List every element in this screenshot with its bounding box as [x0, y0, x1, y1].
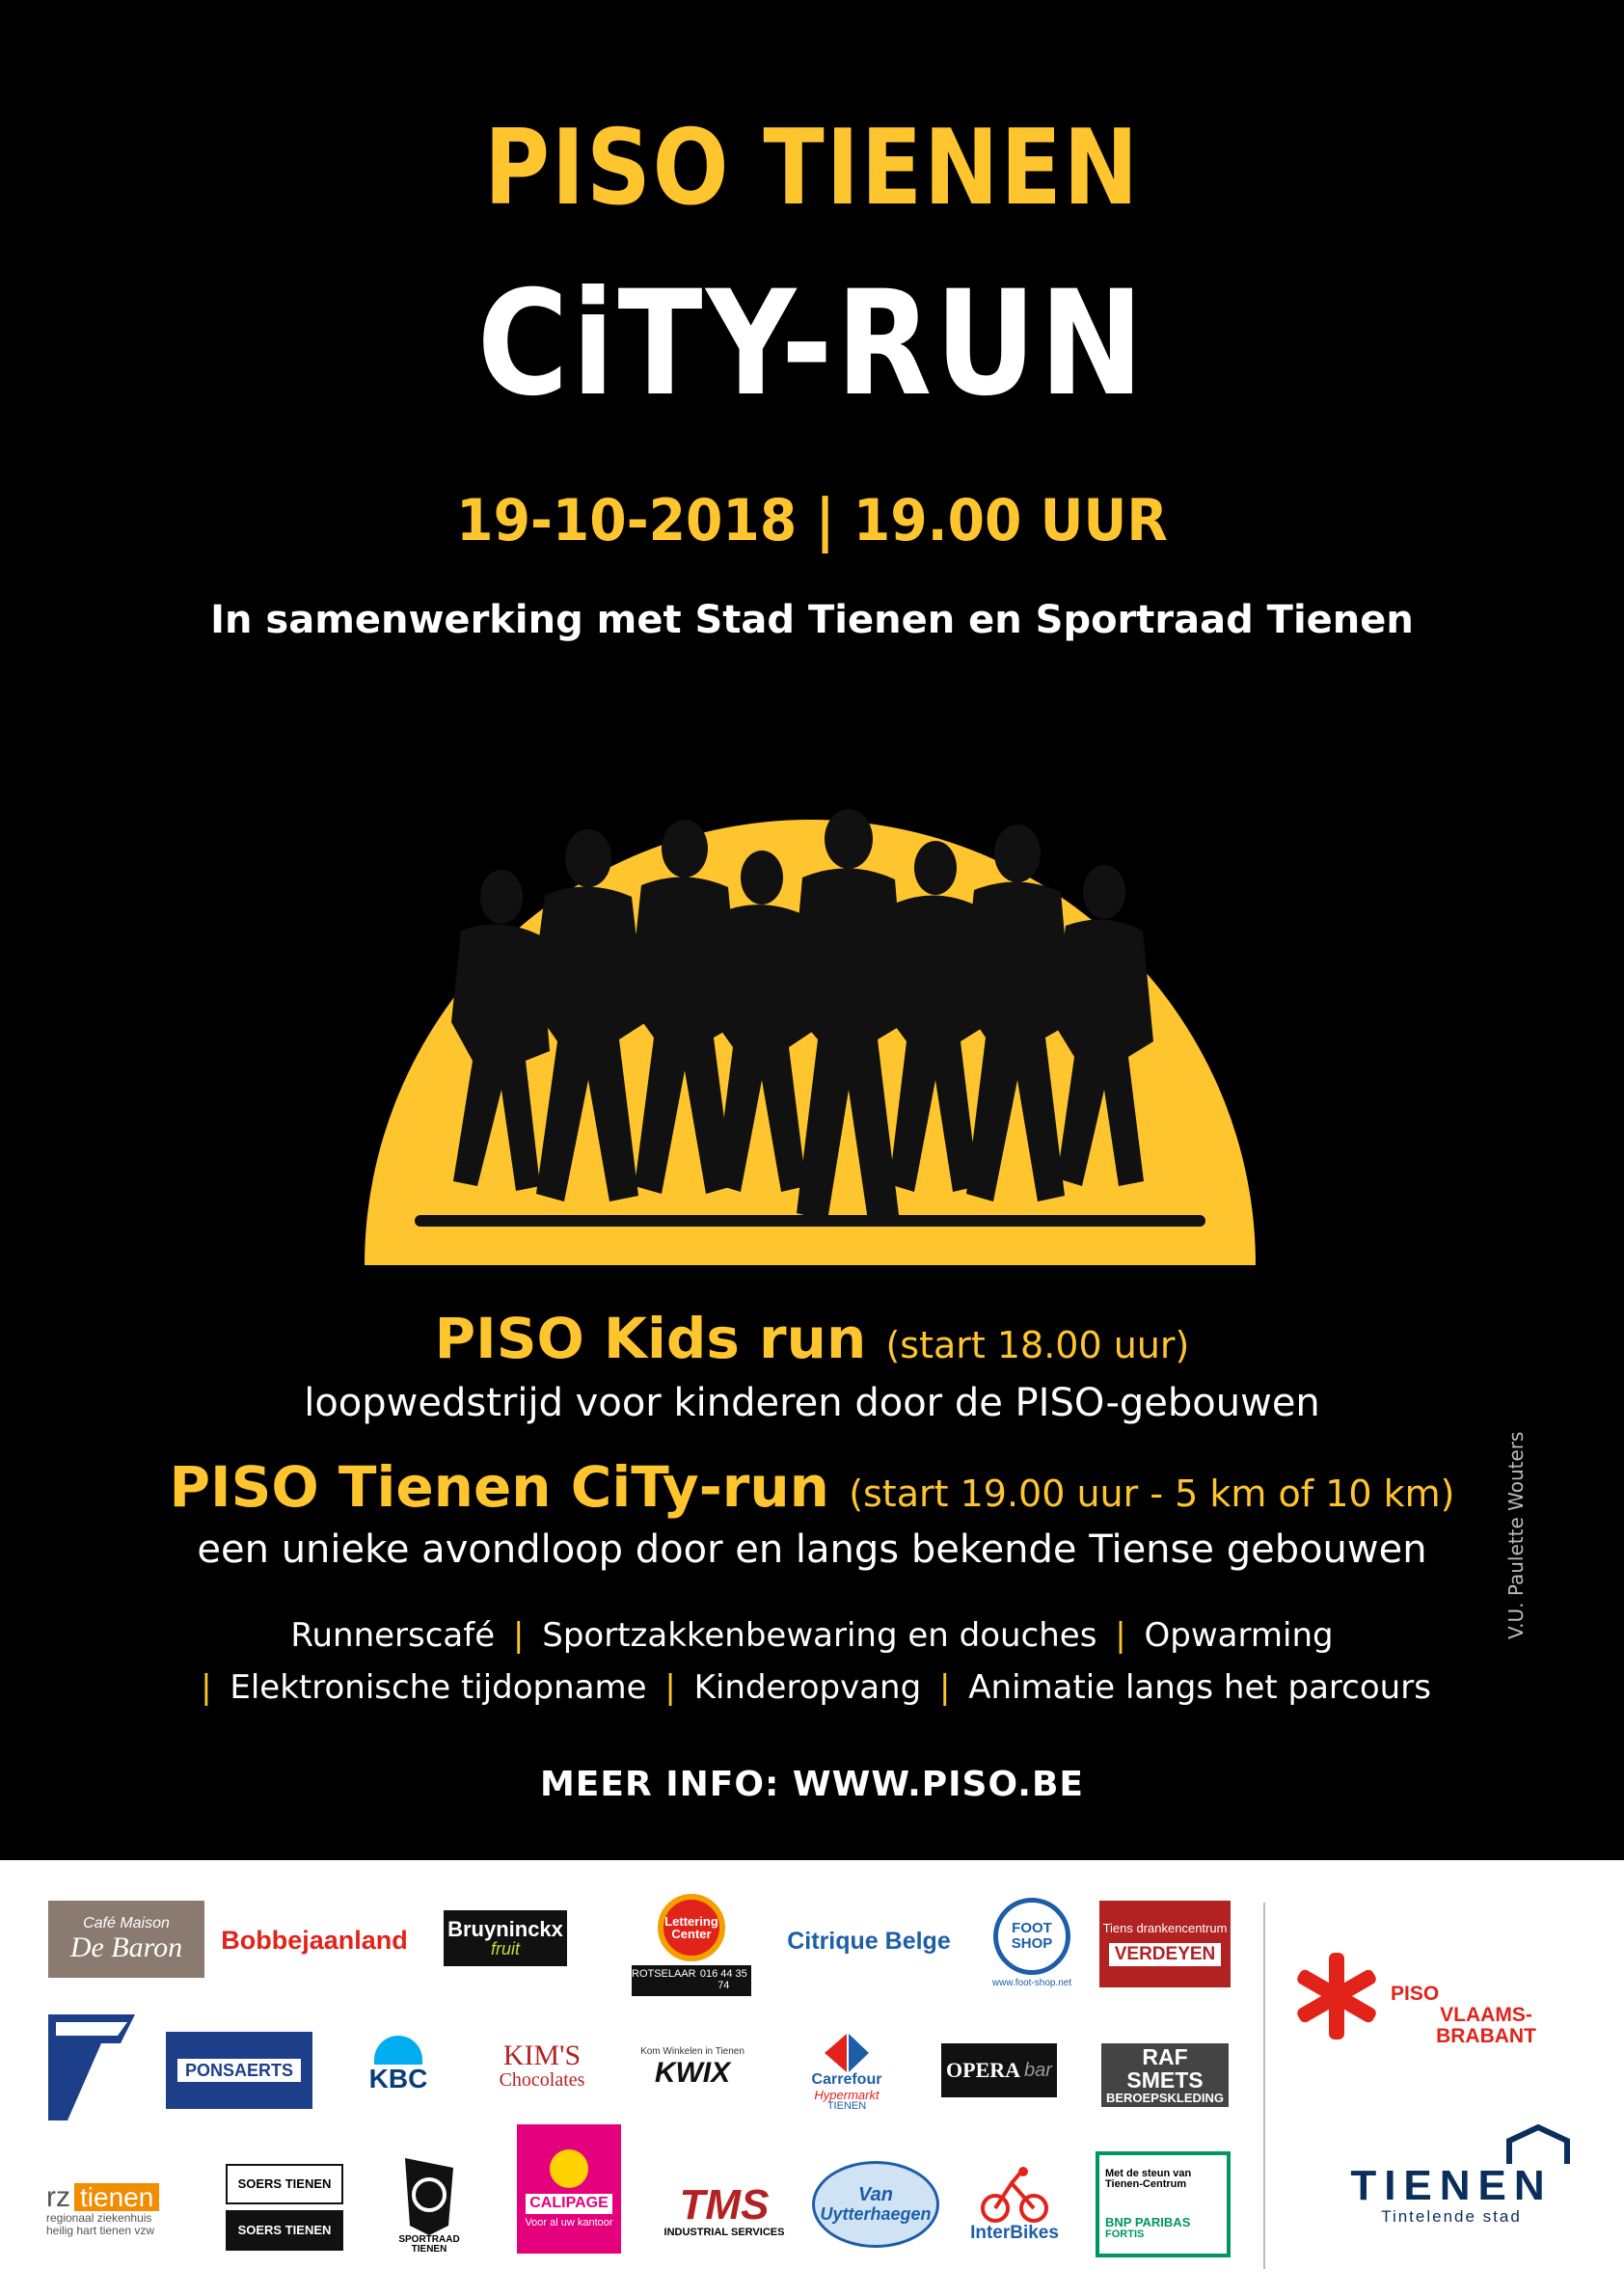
- tms-name: TMS: [679, 2181, 770, 2229]
- logo-bobbejaanland: Bobbejaanland: [221, 1925, 408, 1955]
- kids-run-heading: [0, 1306, 1624, 1371]
- lettering-circle: [658, 1894, 725, 1961]
- logo-interbikes: [961, 2151, 1069, 2257]
- carrefour-icon: [825, 2034, 869, 2072]
- feature-separator: |: [938, 1668, 951, 1707]
- rz-tienen-wordmark: [46, 2182, 159, 2213]
- interbikes-name: InterBikes: [970, 2223, 1059, 2244]
- logo-piso-vlaams-brabant: [1292, 1943, 1582, 2049]
- logo-foot-shop: [982, 1889, 1082, 1997]
- rz-prefix: rz: [46, 2180, 70, 2213]
- sportraad-name: SPORTRAAD: [398, 2233, 460, 2245]
- piso-region: VLAAMS-BRABANT: [1436, 2003, 1536, 2048]
- feature-item: Elektronische tijdopname: [230, 1668, 647, 1707]
- rz-sub-2: heilig hart tienen vzw: [46, 2223, 155, 2237]
- logo-kbc: [357, 2026, 440, 2103]
- lettering-word-1: Lettering: [664, 1913, 718, 1929]
- lettering-bar: [632, 1965, 751, 1995]
- tienen-slogan: Tintelende stad: [1381, 2207, 1522, 2227]
- kids-run-time: (start 18.00 uur): [885, 1324, 1190, 1366]
- logo-raf-smets: [1101, 2043, 1229, 2107]
- lettering-word-2: Center: [671, 1927, 712, 1942]
- kbc-name: KBC: [368, 2064, 428, 2094]
- logo-bnp-paribas: [1096, 2151, 1231, 2257]
- carrefour-city: TIENEN: [826, 2100, 867, 2113]
- piso-name: PISO: [1391, 1982, 1440, 2005]
- feature-item: Sportzakkenbewaring en douches: [542, 1616, 1097, 1655]
- features-line-1: [0, 1616, 1624, 1655]
- vanuytterhaegen-name: Uytterhaegen: [820, 2204, 932, 2225]
- tms-sub: INDUSTRIAL SERVICES: [663, 2227, 785, 2239]
- logo-de-baron: [48, 1901, 204, 1978]
- logo-kims: [474, 2032, 609, 2099]
- logo-divider: [1263, 1903, 1265, 2269]
- logo-t-emblem: [48, 2014, 135, 2120]
- sportraad-city: TIENEN: [411, 2244, 447, 2255]
- city-run-description: een unieke avondloop door en langs bekende Tiense gebouwen: [197, 1527, 1427, 1572]
- lettering-phone: 016 44 35 74: [699, 1968, 747, 1991]
- verdeyen-sub: Tiens drankencentrum: [1102, 1921, 1228, 1936]
- event-date: 19-10-2018 | 19.00 UUR: [456, 487, 1168, 554]
- de-baron-line: Café Maison: [83, 1914, 170, 1931]
- calipage-name: CALIPAGE: [526, 2194, 611, 2214]
- logo-verdeyen: [1099, 1901, 1231, 1987]
- bnp-name: BNP PARIBAS: [1105, 2214, 1191, 2229]
- features-line-2: [0, 1668, 1624, 1707]
- logo-rz-tienen: [46, 2171, 191, 2248]
- logo-sportraad: [386, 2149, 473, 2263]
- feature-separator: |: [1115, 1616, 1126, 1655]
- bnp-branch: Tienen-Centrum: [1105, 2178, 1187, 2191]
- logo-citrique-belge: Citrique Belge: [787, 1927, 951, 1955]
- foot-shop-word-1: FOOT: [1012, 1920, 1052, 1936]
- logo-lettering-center: [629, 1889, 754, 2001]
- foot-shop-ball: [993, 1898, 1070, 1975]
- carrefour-hyper: Hypermarkt: [814, 2087, 880, 2102]
- feature-item: Kinderopvang: [693, 1668, 922, 1707]
- carrefour-name: Carrefour: [811, 2071, 882, 2088]
- ponsaerts-name: PONSAERTS: [177, 2059, 301, 2083]
- interbikes-icon: [981, 2166, 1048, 2224]
- city-run-heading: [0, 1454, 1624, 1520]
- kwix-sub: Kom Winkelen in Tienen: [640, 2046, 744, 2057]
- feature-separator: |: [664, 1668, 676, 1707]
- sponsor-logos: [0, 1860, 1624, 2296]
- sun-runners-icon: [357, 733, 1263, 1273]
- soers-top: SOERS TIENEN: [226, 2164, 343, 2204]
- logo-bruyninckx: [444, 1910, 567, 1966]
- feature-separator: |: [201, 1668, 212, 1707]
- lettering-place: ROTSELAAR: [632, 1968, 696, 1981]
- publisher-note: V.U. Paulette Wouters: [1504, 1431, 1528, 1639]
- verdeyen-name: VERDEYEN: [1109, 1943, 1222, 1966]
- tienen-name: TIENEN: [1350, 2161, 1553, 2209]
- title-line-1: PISO TIENEN: [483, 108, 1141, 229]
- logo-tms: [662, 2176, 787, 2246]
- piso-asterisk-icon: [1292, 1953, 1379, 2039]
- kims-name: KIM'S: [502, 2039, 582, 2071]
- feature-separator: |: [512, 1616, 525, 1655]
- calipage-mascot-icon: [550, 2149, 588, 2188]
- logo-calipage: [517, 2124, 621, 2254]
- logo-carrefour: [800, 2022, 893, 2124]
- more-info-link[interactable]: MEER INFO: WWW.PISO.BE: [539, 1765, 1084, 1804]
- kims-sub: Chocolates: [499, 2069, 585, 2092]
- logo-tienen: [1312, 2113, 1591, 2238]
- kbc-icon: [374, 2036, 422, 2065]
- sportraad-icon: [395, 2158, 463, 2235]
- kids-run-title: PISO Kids run: [434, 1306, 867, 1371]
- sun-runners-illustration: [357, 733, 1263, 1273]
- title-line-2: CiTY-RUN: [476, 260, 1148, 428]
- bruyninckx-name: Bruyninckx: [447, 1917, 563, 1941]
- feature-item: Animatie langs het parcours: [968, 1668, 1431, 1707]
- opera-sub: bar: [1024, 2059, 1052, 2081]
- bruyninckx-sub: fruit: [490, 1939, 520, 1959]
- rz-sub-1: regionaal ziekenhuis: [46, 2211, 152, 2226]
- de-baron-name: De Baron: [69, 1931, 183, 1963]
- logo-ponsaerts: [166, 2032, 312, 2109]
- kwix-name: KWIX: [654, 2056, 731, 2089]
- kids-run-description: loopwedstrijd voor kinderen door de PISO-gebouwen: [304, 1381, 1320, 1425]
- cooperation-text: In samenwerking met Stad Tienen en Sportraad Tienen: [210, 598, 1414, 642]
- logo-vanuytterhaegen: [812, 2161, 939, 2248]
- vanuytterhaegen-van: Van: [858, 2184, 893, 2206]
- raf-smets-name: RAF SMETS: [1126, 2044, 1204, 2093]
- bnp-support: Met de steun van: [1105, 2167, 1192, 2179]
- city-run-title: PISO Tienen CiTy-run: [169, 1454, 829, 1520]
- foot-shop-url: www.foot-shop.net: [991, 1977, 1072, 1988]
- bnp-fortis: FORTIS: [1105, 2228, 1145, 2240]
- logo-kwix: [635, 2034, 750, 2101]
- calipage-sub: Voor al uw kantoor: [525, 2216, 613, 2228]
- logo-soers-tienen: [226, 2161, 343, 2254]
- tienen-house-icon: [1500, 2125, 1577, 2164]
- piso-text: [1391, 1984, 1582, 2047]
- feature-item: Runnerscafé: [290, 1616, 496, 1655]
- rz-name: tienen: [74, 2183, 159, 2211]
- raf-smets-sub: BEROEPSKLEDING: [1105, 2091, 1225, 2106]
- soers-bottom: SOERS TIENEN: [226, 2210, 343, 2251]
- foot-shop-word-2: SHOP: [1011, 1934, 1053, 1952]
- opera-name: OPERA: [946, 2058, 1021, 2083]
- city-run-time: (start 19.00 uur - 5 km of 10 km): [849, 1472, 1455, 1515]
- logo-opera-bar: [941, 2043, 1057, 2097]
- t-emblem-icon: [48, 2014, 135, 2120]
- feature-item: Opwarming: [1144, 1616, 1334, 1655]
